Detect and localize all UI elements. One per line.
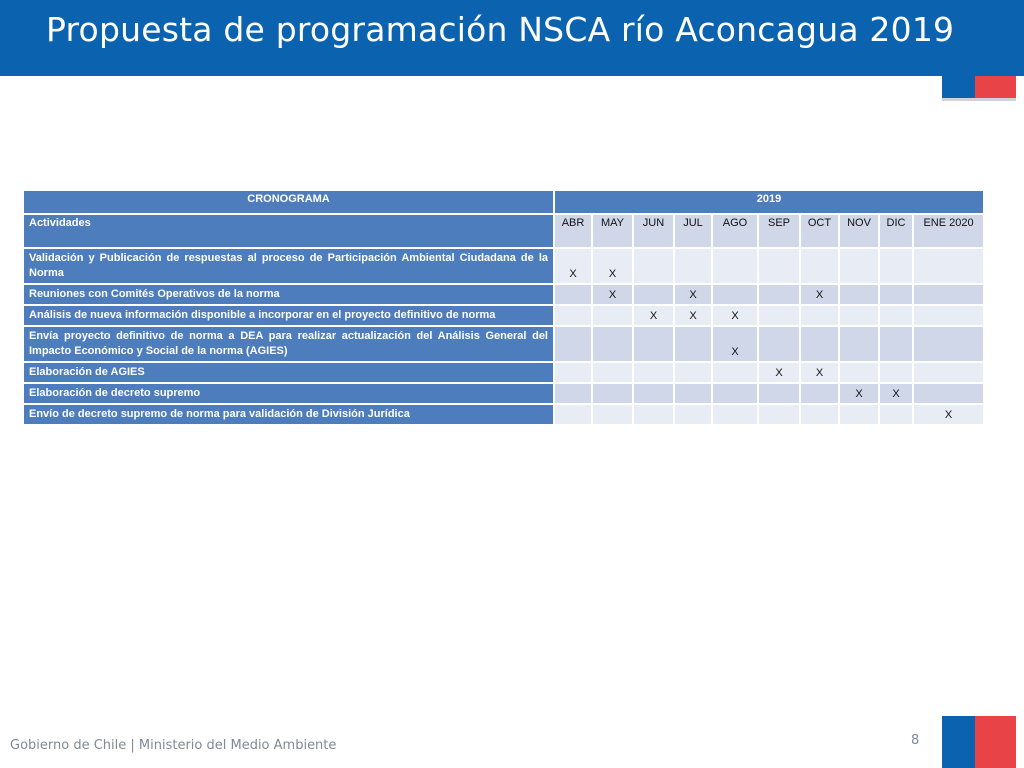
activity-cell: Envío de decreto supremo de norma para validación de División Jurídica xyxy=(23,404,554,425)
schedule-cell xyxy=(592,362,633,383)
schedule-cell xyxy=(554,305,592,326)
schedule-cell: X xyxy=(913,404,984,425)
schedule-cell xyxy=(879,284,913,305)
schedule-cell xyxy=(800,404,839,425)
schedule-cell xyxy=(554,326,592,362)
schedule-cell xyxy=(800,383,839,404)
schedule-cell xyxy=(758,305,800,326)
schedule-cell xyxy=(674,248,712,284)
page-number: 8 xyxy=(911,733,920,748)
footer-text: Gobierno de Chile | Ministerio del Medio Ambiente xyxy=(10,738,337,753)
cronograma-header: CRONOGRAMA xyxy=(23,190,554,214)
month-header: ENE 2020 xyxy=(913,214,984,248)
month-header: MAY xyxy=(592,214,633,248)
table-row xyxy=(23,404,984,425)
schedule-cell xyxy=(554,284,592,305)
schedule-cell xyxy=(554,404,592,425)
month-header: DIC xyxy=(879,214,913,248)
schedule-cell: X xyxy=(592,248,633,284)
table-row xyxy=(23,383,984,404)
schedule-cell xyxy=(758,383,800,404)
activity-cell: Reuniones con Comités Operativos de la norma xyxy=(23,284,554,305)
flag-logo-top xyxy=(942,76,1016,98)
schedule-cell xyxy=(800,305,839,326)
flag-logo-bottom xyxy=(942,716,1016,768)
activity-cell: Validación y Publicación de respuestas al proceso de Participación Ambiental Ciudadana de la Norma xyxy=(23,248,554,284)
year-header: 2019 xyxy=(554,190,984,214)
month-header: SEP xyxy=(758,214,800,248)
schedule-cell: X xyxy=(712,305,758,326)
month-header: AGO xyxy=(712,214,758,248)
schedule-cell xyxy=(879,404,913,425)
schedule-cell xyxy=(592,383,633,404)
schedule-cell xyxy=(674,326,712,362)
schedule-cell xyxy=(633,404,674,425)
month-header: JUN xyxy=(633,214,674,248)
schedule-cell xyxy=(879,362,913,383)
schedule-cell xyxy=(839,326,879,362)
schedule-cell xyxy=(633,362,674,383)
schedule-cell xyxy=(758,284,800,305)
schedule-cell xyxy=(633,326,674,362)
slide-title: Propuesta de programación NSCA río Aconcagua 2019 xyxy=(46,10,955,49)
schedule-cell xyxy=(592,305,633,326)
schedule-table xyxy=(22,189,985,426)
schedule-cell xyxy=(800,248,839,284)
schedule-cell xyxy=(879,305,913,326)
schedule-cell xyxy=(758,404,800,425)
schedule-cell xyxy=(879,326,913,362)
slide-header xyxy=(0,0,1024,76)
schedule-cell xyxy=(913,305,984,326)
table-title-row xyxy=(23,190,984,214)
schedule-cell xyxy=(633,383,674,404)
month-header: JUL xyxy=(674,214,712,248)
schedule-cell xyxy=(633,248,674,284)
schedule-cell: X xyxy=(633,305,674,326)
table-row xyxy=(23,362,984,383)
schedule-cell xyxy=(913,362,984,383)
activities-header: Actividades xyxy=(23,214,554,248)
activity-cell: Elaboración de AGIES xyxy=(23,362,554,383)
schedule-cell xyxy=(839,284,879,305)
schedule-cell: X xyxy=(758,362,800,383)
schedule-cell: X xyxy=(554,248,592,284)
schedule-cell: X xyxy=(839,383,879,404)
schedule-cell xyxy=(592,404,633,425)
schedule-cell xyxy=(839,362,879,383)
schedule-cell xyxy=(839,248,879,284)
schedule-cell xyxy=(674,362,712,383)
month-header: ABR xyxy=(554,214,592,248)
schedule-cell xyxy=(674,404,712,425)
schedule-cell xyxy=(913,326,984,362)
activity-cell: Elaboración de decreto supremo xyxy=(23,383,554,404)
schedule-cell xyxy=(712,404,758,425)
month-header: NOV xyxy=(839,214,879,248)
schedule-cell: X xyxy=(674,305,712,326)
schedule-cell xyxy=(633,284,674,305)
table-row xyxy=(23,326,984,362)
schedule-cell xyxy=(839,404,879,425)
schedule-cell: X xyxy=(879,383,913,404)
schedule-cell xyxy=(554,362,592,383)
schedule-cell xyxy=(554,383,592,404)
schedule-cell xyxy=(913,383,984,404)
schedule-cell: X xyxy=(800,362,839,383)
schedule-cell: X xyxy=(800,284,839,305)
schedule-cell xyxy=(712,383,758,404)
schedule-cell xyxy=(674,383,712,404)
schedule-cell xyxy=(712,362,758,383)
schedule-cell xyxy=(879,248,913,284)
month-header-row xyxy=(23,214,984,248)
schedule-cell xyxy=(592,326,633,362)
schedule-cell: X xyxy=(674,284,712,305)
table-row xyxy=(23,284,984,305)
schedule-cell xyxy=(913,248,984,284)
month-header: OCT xyxy=(800,214,839,248)
table-row xyxy=(23,248,984,284)
schedule-cell xyxy=(758,248,800,284)
schedule-cell xyxy=(839,305,879,326)
schedule-cell: X xyxy=(592,284,633,305)
schedule-cell xyxy=(913,284,984,305)
activity-cell: Envía proyecto definitivo de norma a DEA para realizar actualización del Análisis General del Impacto Económico y Social de la norma (AGIES) xyxy=(23,326,554,362)
schedule-cell xyxy=(712,284,758,305)
table-row xyxy=(23,305,984,326)
schedule-cell: X xyxy=(712,326,758,362)
schedule-cell xyxy=(712,248,758,284)
schedule-body xyxy=(23,248,984,425)
activity-cell: Análisis de nueva información disponible a incorporar en el proyecto definitivo de norma xyxy=(23,305,554,326)
schedule-cell xyxy=(800,326,839,362)
schedule-cell xyxy=(758,326,800,362)
